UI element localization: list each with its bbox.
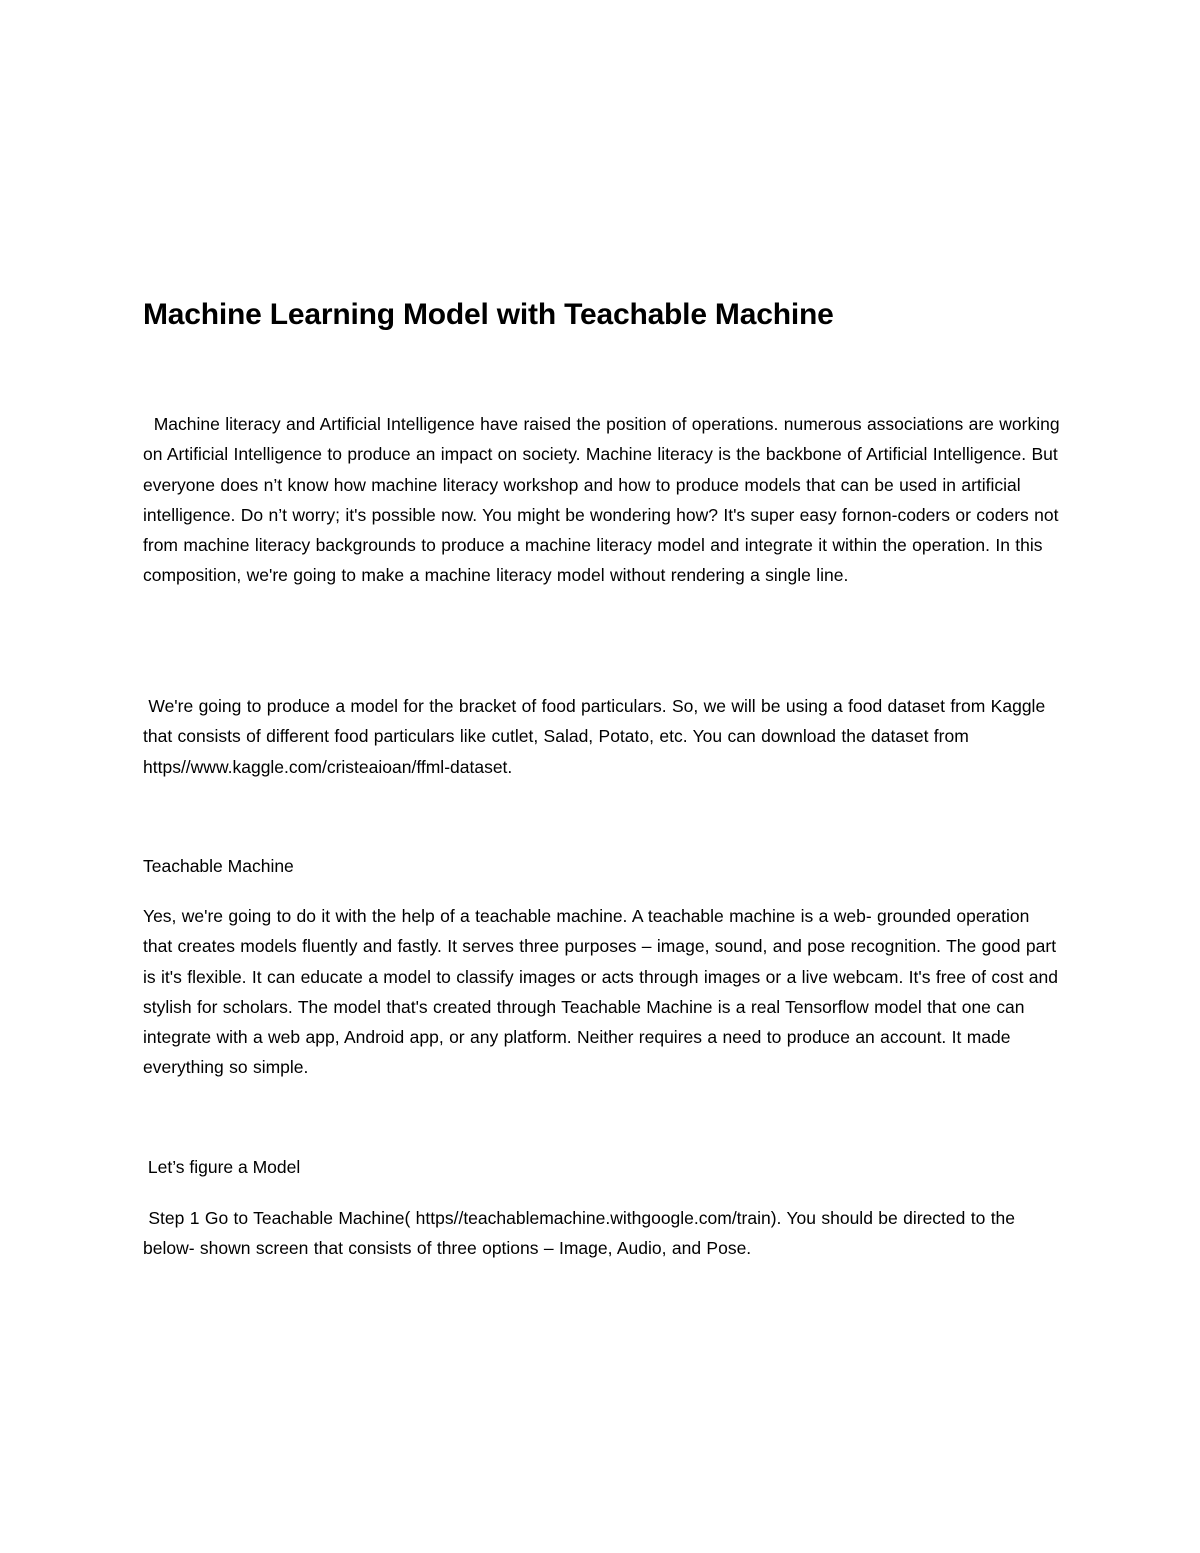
teachable-machine-paragraph: Yes, we're going to do it with the help of a teachable machine. A teachable machine is a web- grounded operation that creates models fluently and fastly. It serves three purposes – image, sound, and pose recognition. The good part is it's flexible. It can educate a model to classify images or acts through images or a live webcam. It's free of cost and stylish for scholars. The model that's created through Teachable Machine is a real Tensorflow model that one can integrate with a web app, Android app, or any platform. Neither requires a need to produce an account. It made everything so simple. — [143, 906, 1058, 1078]
section-heading-figure-model: Let’s figure a Model — [143, 1157, 301, 1177]
intro-paragraph: Machine literacy and Artificial Intelligence have raised the position of operations. numerous associations are working on Artificial Intelligence to produce an impact on society. Machine literacy is the backbone of Artificial Intelligence. But everyone does n’t know how machine literacy workshop and how to produce models that can be used in artificial intelligence. Do n’t worry; it's possible now. You might be wondering how? It's super easy fornon-coders or coders not from machine literacy backgrounds to produce a machine literacy model and integrate it within the operation. In this composition, we're going to make a machine literacy model without rendering a single line. — [143, 414, 1065, 586]
dataset-paragraph: We're going to produce a model for the bracket of food particulars. So, we will be using a food dataset from Kaggle that consists of different food particulars like cutlet, Salad, Potato, etc. You can download the dataset from https//www.kaggle.com/cristeaioan/ffml-dataset. — [143, 696, 1051, 777]
section-heading-teachable-machine: Teachable Machine — [143, 856, 294, 876]
step-1-paragraph: Step 1 Go to Teachable Machine( https//teachablemachine.withgoogle.com/train). You should be directed to the below- shown screen that consists of three options – Image, Audio, and Pose. — [143, 1208, 1021, 1259]
document-title: Machine Learning Model with Teachable Machine — [143, 298, 834, 331]
